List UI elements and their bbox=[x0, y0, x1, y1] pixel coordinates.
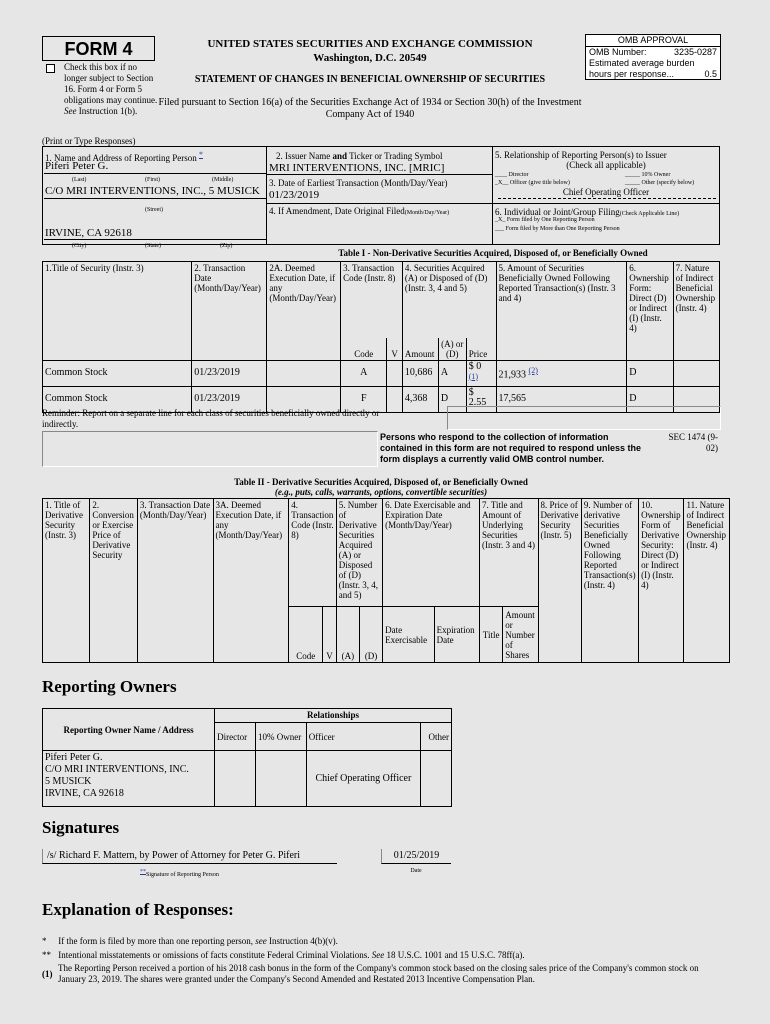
officer-option-label: Officer (give title below) bbox=[509, 180, 570, 186]
owner-option: _____ 10% Owner bbox=[625, 172, 671, 178]
table2-h6: 6. Date Exercisable and Expiration Date (Month/Day/Year) bbox=[383, 499, 480, 607]
table2-h2: 2. Conversion or Exercise Price of Derivative Security bbox=[90, 499, 137, 663]
table1-h6: 6. Ownership Form: Direct (D) or Indirect (I) (Instr. 4) bbox=[627, 262, 673, 361]
table2-sub-a: (A) bbox=[336, 607, 359, 663]
officer-option bbox=[495, 180, 570, 186]
table2-h11: 11. Nature of Indirect Beneficial Ownership (Instr. 4) bbox=[684, 499, 730, 663]
box2-label bbox=[276, 151, 443, 161]
row1-deemed bbox=[267, 360, 341, 386]
first-label: (First) bbox=[145, 177, 160, 183]
box4-label-text: 4. If Amendment, Date Original Filed bbox=[269, 206, 405, 216]
officer-title-underline bbox=[498, 198, 716, 200]
table1-sub-price: Price bbox=[466, 338, 496, 361]
table2-h9: 9. Number of derivative Securities Beneficially Owned Following Reported Transaction(s) (Instr. 4) bbox=[581, 499, 638, 663]
officer-title: Chief Operating Officer bbox=[562, 187, 650, 197]
row2-code: F bbox=[341, 386, 387, 412]
box3-label: 3. Date of Earliest Transaction (Month/Day/Year) bbox=[269, 178, 448, 188]
date-label: Date bbox=[410, 868, 422, 874]
table2-title: Table II - Derivative Securities Acquired, Disposed of, or Beneficially Owned bbox=[234, 477, 528, 487]
row1-owned bbox=[496, 360, 627, 386]
signature-label-text: Signature of Reporting Person bbox=[146, 872, 219, 878]
table1-h7: 7. Nature of Indirect Beneficial Ownership (Instr. 4) bbox=[673, 262, 719, 361]
reporting-col-other: Other bbox=[421, 723, 452, 751]
row2-aord: D bbox=[438, 386, 466, 412]
table2-sub-d: (D) bbox=[359, 607, 382, 663]
reporting-owner-line: C/O MRI INTERVENTIONS, INC. bbox=[45, 764, 189, 775]
check-box-desc: Check this box if no longer subject to Section 16. Form 4 or Form 5 obligations may continue. bbox=[64, 62, 158, 105]
omb-burden-label: Estimated average burden bbox=[589, 58, 695, 68]
persons-notice: Persons who respond to the collection of information contained in this form are not required to respond unless the form displays a currently valid OMB control number. bbox=[380, 432, 642, 464]
reporting-col-name: Reporting Owner Name / Address bbox=[43, 709, 215, 751]
row1-form: D bbox=[627, 360, 673, 386]
table2-sub-date-ex: Date Exercisable bbox=[383, 607, 434, 663]
note2-post: 18 U.S.C. 1001 and 15 U.S.C. 78ff(a). bbox=[386, 950, 525, 960]
zip-label: (Zip) bbox=[220, 243, 233, 249]
box4-label-small: (Month/Day/Year) bbox=[404, 210, 450, 216]
box2-label-pre: 2. Issuer Name bbox=[276, 151, 331, 161]
omb-hours-label: hours per response... bbox=[589, 69, 675, 79]
row2-owned: 17,565 bbox=[496, 386, 627, 412]
table1-h2: 2. Transaction Date (Month/Day/Year) bbox=[192, 262, 267, 361]
table1 bbox=[42, 261, 720, 413]
table2-h3: 3. Transaction Date (Month/Day/Year) bbox=[137, 499, 213, 663]
signature-value: /s/ Richard F. Mattern, by Power of Attorney for Peter G. Piferi bbox=[42, 849, 337, 864]
reporting-header-row bbox=[43, 709, 452, 723]
middle-label: (Middle) bbox=[212, 177, 234, 183]
director-option: ____ Director bbox=[495, 172, 529, 178]
check-box-instr: Instruction 1(b). bbox=[78, 106, 138, 116]
earliest-transaction-date: 01/23/2019 bbox=[269, 189, 320, 201]
filing-option-one: _X_ Form filed by One Reporting Person bbox=[495, 217, 595, 223]
table2-h7: 7. Title and Amount of Underlying Securities (Instr. 3 and 4) bbox=[480, 499, 539, 607]
reporting-director-cell bbox=[215, 751, 256, 807]
box1-label-text: 1. Name and Address of Reporting Person bbox=[45, 153, 197, 163]
box5-sub: (Check all applicable) bbox=[566, 160, 646, 170]
address-line1: C/O MRI INTERVENTIONS, INC., 5 MUSICK bbox=[45, 185, 260, 197]
note2-mark: ** bbox=[42, 950, 51, 960]
row1-price-footnote-link[interactable]: (1) bbox=[468, 371, 479, 381]
note3-mark: (1) bbox=[42, 969, 53, 979]
row1-nature bbox=[673, 360, 719, 386]
table2-sub-title: Title bbox=[480, 607, 503, 663]
filed-pursuant: Filed pursuant to Section 16(a) of the Securities Exchange Act of 1934 or Section 30(h) of the Investment Company Act of 1940 bbox=[158, 97, 582, 120]
signature-date: 01/25/2019 bbox=[381, 849, 451, 864]
explanation-note-2 bbox=[42, 950, 722, 960]
relationships-header: Relationships bbox=[215, 709, 452, 723]
box2-label-and: and bbox=[332, 151, 347, 161]
omb-hours-row bbox=[586, 69, 720, 80]
box4-label bbox=[269, 206, 449, 216]
check-box-text bbox=[64, 62, 158, 117]
table2-h1: 1. Title of Derivative Security (Instr. 3) bbox=[43, 499, 90, 663]
table1-h4: 4. Securities Acquired (A) or Disposed of (D) (Instr. 3, 4 and 5) bbox=[402, 262, 496, 338]
table1-title: Table I - Non-Derivative Securities Acquired, Disposed of, or Beneficially Owned bbox=[338, 248, 648, 258]
state-label: (State) bbox=[145, 243, 161, 249]
reporting-owners-table bbox=[42, 708, 452, 807]
reporting-col-owner: 10% Owner bbox=[256, 723, 307, 751]
reporting-owner-line: IRVINE, CA 92618 bbox=[45, 788, 124, 799]
table1-sub-code: Code bbox=[341, 338, 387, 361]
table1-header-row bbox=[43, 262, 720, 338]
table2 bbox=[42, 498, 730, 663]
omb-hours-value: 0.5 bbox=[704, 69, 717, 79]
row1-aord: A bbox=[438, 360, 466, 386]
name-underline bbox=[44, 173, 266, 174]
box6-label bbox=[495, 207, 679, 217]
persons-left-box bbox=[42, 431, 378, 467]
director-option-label: Director bbox=[508, 172, 529, 178]
table2-h3a: 3A. Deemed Execution Date, if any (Month/Day/Year) bbox=[213, 499, 289, 663]
row1-price bbox=[466, 360, 496, 386]
form-title: FORM 4 bbox=[64, 39, 133, 59]
grid-divider bbox=[266, 174, 492, 175]
statement-title: STATEMENT OF CHANGES IN BENEFICIAL OWNERSHIP OF SECURITIES bbox=[194, 74, 546, 85]
box2-label-post: Ticker or Trading Symbol bbox=[349, 151, 443, 161]
sec-code: SEC 1474 (9-02) bbox=[668, 432, 718, 453]
row1-amount: 10,686 bbox=[402, 360, 438, 386]
row1-price-value: $ 0 bbox=[468, 360, 482, 372]
table2-h5: 5. Number of Derivative Securities Acquired (A) or Disposed of (D) (Instr. 3, 4, and 5) bbox=[336, 499, 382, 607]
box6-label-small: (Check Applicable Line) bbox=[619, 211, 680, 217]
omb-number-value: 3235-0287 bbox=[673, 47, 717, 57]
table2-header-row bbox=[43, 499, 730, 607]
reminder-box bbox=[447, 406, 721, 430]
table1-sub-aord: (A) or (D) bbox=[438, 338, 466, 361]
explanation-heading: Explanation of Responses: bbox=[42, 900, 234, 919]
reporting-owner-address bbox=[43, 751, 215, 807]
reporting-officer-cell: Chief Operating Officer bbox=[306, 751, 420, 807]
note2-see: See bbox=[371, 950, 385, 960]
address-line2: IRVINE, CA 92618 bbox=[45, 227, 132, 239]
table1-h3: 3. Transaction Code (Instr. 8) bbox=[341, 262, 403, 338]
print-type: (Print or Type Responses) bbox=[42, 136, 136, 146]
reporting-person-name: Piferi Peter G. bbox=[45, 160, 109, 172]
row2-price: $ 2.55 bbox=[466, 386, 496, 412]
note1-see: see bbox=[255, 936, 267, 946]
table2-sub-exp: Expiration Date bbox=[434, 607, 479, 663]
city-label: (City) bbox=[72, 243, 87, 249]
explanation-note-3: The Reporting Person received a portion of his 2018 cash bonus in the form of the Company's common stock based on the closing sales price of the Company's common stock on January 23, 2019. The shares were granted under the Company's Second Amended and Restated 2013 Incentive Compensation Plan. bbox=[58, 963, 699, 984]
last-label: (Last) bbox=[72, 177, 87, 183]
reporting-owner-line: 5 MUSICK bbox=[45, 776, 92, 787]
other-option-label: Other (specify below) bbox=[641, 180, 695, 186]
table1-sub-v: V bbox=[387, 338, 402, 361]
signature-label bbox=[140, 869, 219, 878]
no-longer-subject-checkbox[interactable] bbox=[46, 64, 55, 73]
note2-pre: Intentional misstatements or omissions of facts constitute Federal Criminal Violations. bbox=[58, 950, 370, 960]
signatures-heading: Signatures bbox=[42, 818, 120, 837]
box1-footnote-link[interactable]: * bbox=[198, 150, 203, 159]
row1-owned-footnote-link[interactable]: (2) bbox=[528, 365, 538, 375]
owner-option-label: 10% Owner bbox=[641, 172, 671, 178]
explanation-note-1 bbox=[42, 936, 722, 946]
table2-sub-code: Code bbox=[289, 607, 323, 663]
reporting-owner-line: Piferi Peter G. bbox=[45, 752, 103, 763]
row2-form: D bbox=[627, 386, 673, 412]
row1-owned-value: 21,933 bbox=[498, 369, 527, 381]
box5-label: 5. Relationship of Reporting Person(s) to Issuer bbox=[495, 150, 667, 160]
box6-label-text: 6. Individual or Joint/Group Filing bbox=[495, 207, 620, 217]
row2-date: 01/23/2019 bbox=[192, 386, 267, 412]
filing-option-more: ___ Form filed by More than One Reporting Person bbox=[495, 226, 620, 232]
check-box-see: See bbox=[64, 106, 77, 116]
table1-h5: 5. Amount of Securities Beneficially Owned Following Reported Transaction(s) (Instr. 3 and 4) bbox=[496, 262, 627, 361]
officer-option-mark: _X__ bbox=[495, 180, 509, 186]
table-row bbox=[43, 751, 452, 807]
table1-sub-amount: Amount bbox=[402, 338, 438, 361]
issuer-name: MRI INTERVENTIONS, INC. [MRIC] bbox=[269, 162, 445, 174]
table1-h2a: 2A. Deemed Execution Date, if any (Month/Day/Year) bbox=[267, 262, 341, 361]
reporting-owner-cell bbox=[256, 751, 307, 807]
city-underline bbox=[44, 239, 266, 240]
form-title-box bbox=[42, 36, 155, 61]
table-row bbox=[43, 360, 720, 386]
row1-code: A bbox=[341, 360, 387, 386]
signature-footnote-link[interactable]: ** bbox=[140, 869, 146, 875]
table2-h10: 10. Ownership Form of Derivative Security: Direct (D) or Indirect (I) (Instr. 4) bbox=[639, 499, 684, 663]
table2-sub-amount: Amount or Number of Shares bbox=[503, 607, 538, 663]
table2-h8: 8. Price of Derivative Security (Instr. 5) bbox=[538, 499, 581, 663]
omb-title: OMB APPROVAL bbox=[586, 35, 720, 47]
address-underline bbox=[44, 198, 266, 199]
commission-title: UNITED STATES SECURITIES AND EXCHANGE COMMISSION bbox=[207, 38, 533, 50]
note1-mark: * bbox=[42, 936, 47, 946]
note1-pre: If the form is filed by more than one reporting person, bbox=[58, 936, 253, 946]
row2-amount: 4,368 bbox=[402, 386, 438, 412]
omb-number-label: OMB Number: bbox=[589, 47, 647, 57]
row1-title: Common Stock bbox=[43, 360, 192, 386]
grid-divider bbox=[266, 146, 267, 245]
omb-approval-box bbox=[585, 34, 721, 80]
row2-title: Common Stock bbox=[43, 386, 192, 412]
grid-divider bbox=[492, 146, 493, 245]
grid-divider bbox=[266, 203, 720, 204]
commission-city: Washington, D.C. 20549 bbox=[313, 52, 427, 64]
table1-h1: 1.Title of Security (Instr. 3) bbox=[43, 262, 192, 361]
reporting-col-director: Director bbox=[215, 723, 256, 751]
row1-v bbox=[387, 360, 402, 386]
reporting-col-officer: Officer bbox=[306, 723, 420, 751]
table2-h4: 4. Transaction Code (Instr. 8) bbox=[289, 499, 337, 607]
reporting-other-cell bbox=[421, 751, 452, 807]
reminder-text: Reminder: Report on a separate line for each class of securities beneficially owned directly or indirectly. bbox=[42, 408, 380, 429]
omb-number-row bbox=[586, 47, 720, 58]
table2-subtitle: (e.g., puts, calls, warrants, options, convertible securities) bbox=[274, 487, 488, 497]
note1-post: Instruction 4(b)(v). bbox=[268, 936, 338, 946]
row1-date: 01/23/2019 bbox=[192, 360, 267, 386]
reporting-owners-heading: Reporting Owners bbox=[42, 677, 177, 696]
table2-sub-v: V bbox=[323, 607, 336, 663]
other-option: _____ Other (specify below) bbox=[625, 180, 695, 186]
street-label: (Street) bbox=[145, 207, 163, 213]
